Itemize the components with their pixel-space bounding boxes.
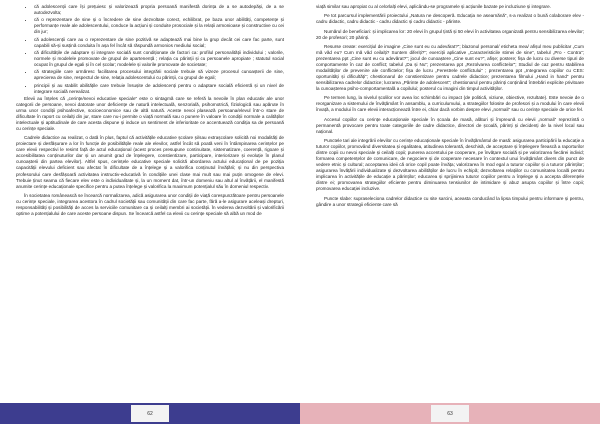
left-page-text bbox=[16, 4, 284, 220]
list-item: • că dificultățile de adaptare și integrare socială sunt condiționate de factori ca: profilul personalității individului ; valorile, normele și modelele promovate de grupul de apartenență ; relația cu părinții și cu persoanele apropiate ; statutul social ocupat în grupul de egali și în cel școlar; modelele și valorile promovate de societate; bbox=[34, 50, 284, 68]
paragraph: viață similar sau apropiat cu al celorlalți elevi, aplicându-se programele și acțiunile bazate pe incluziune și integrare. bbox=[316, 4, 551, 9]
right-page bbox=[300, 0, 600, 424]
paragraph: În societatea românească se încearcă normalizarea, adică asigurarea unor condiții de viață corespunzătoare pentru persoanele cu cerințe speciale, integrarea acestora în cadrul societății sau comunității din care fac parte, fără a-le asigurare aceleași drepturi, responsabilități și posibilități de acces la serviciile comunitare ca și ceilalți membri ai societății. În vederea dezvoltării și valorificării optime a potențialului de care aceste persoane dispun. Se încearcă astfel ca elevii cu cerințe speciale să albă un mod de bbox=[16, 192, 284, 216]
paragraph: Pe termen lung, la nivelul școlilor vor avea loc schimbări cu impact (de politică, viziune, obiective, rezultate). Este nevoie de o reorganizare a sistemului de învățământ în ansamblu, a curriculumului, a strategiilor folosite de profesori și a modului în care elevii învață, a modului în care elevii interacționează între ei, chiar dacă vorbim despre elevi „normali” sau cu cerințe speciale de orice fel. bbox=[316, 95, 584, 113]
list-item: • că strategiile care urmăresc facilitarea procesului integrării sociale trebuie să vizeze procesul cunoașterii de sine, aprecierea de sine, respectul de sine, relația adolescentului cu părinții, cu grupul de egali; bbox=[34, 69, 284, 81]
list-item: • principii și au stabilit abilitățile care trebuie însușite de adolescenți pentru o adaptare socială eficientă și un nivel de integrare socială nerealizat. bbox=[34, 83, 284, 95]
paragraph: Puncte slabe: supraseleciona cadrelor didactice cu site sarcini, aceasta conducând la lipsa timpului pentru informare și pentru, gândire a unor strategii eficiente care să bbox=[316, 195, 584, 207]
paragraph: Resurse create: exercițiul de imagine „Cine sunt eu cu adevărat?”; blazonul personal/ eticheta mea/ afișul meu publicitar „Cum mă văd eu? Cum mă văd ceilalți? Suntem diferiți?”; exerciții aplicative „Caracteristicile stimei de sine”, tabelul „Pro - Contra”; prezentarea ppt „Cine sunt eu cu adevărat?”; jocul de cunoaștere „Cine sunt eu?”, afișe; postere; fișa de lucru cu diverse tipuri de comportamente în caz de conflict; tabelul „Da și Nu”; prezentarea ppt „Rezolvarea conflictelor”; Studiul de caz pentru stabilirea modalităților de prevenire ale conflictelor; fișa de lucru „Ferestrele conflictului” ; prezentarea ppt „Integrarea copiilor cu CES: oportunități și dificultăți”; chestionarul de constientizare pentru cadrele didactice; prezentarea filmului „Hand in hand” pentru sensibilizarea cadrelor didactice; lucrarea „Părinte de adolescent”; chestionarul pentru părinți conținând întrebări explicite privitoare la cunoașterea psiho-comportamentală a copilului; posterul cu imagini din timpul activităților. bbox=[316, 43, 584, 92]
right-page-text bbox=[316, 4, 584, 211]
paragraph: Pe tot parcursul implementării proiectului „Natura ne descoperă. Educația ne asearnănă”, s-a realizat o bună colaborare elev - cadru didactic, cadru didactic - cadru didactic și cadru didactic - părinte. bbox=[316, 13, 584, 25]
page-number: 63 bbox=[431, 405, 469, 422]
paragraph: Numărul de beneficiari: și implicarea lor: 20 elevi în grupul țintă și 50 elevi în activitatea organizată pentru sensibilizarea elevilor; 20 de profesori; 20 părinți. bbox=[316, 28, 584, 40]
paragraph: Punctele tari ale integrării elevilor cu cerințe educaționale speciale în învățământul de masă: asigurarea participării la educație a tuturor copiilor, promovând diversitatea și egalitatea, atitudinea tolerantă, deschisă, de acceptare și înțelegere firească a raporturilor dintre copii cu nevoi speciale și ceilalți copii; punerea accentului pe cooperare, pe învățare socială și pe valorizarea fiecărei individ; formarea competențelor de comunicare, de negociere și de cooperare necesare în contextul unui învățământ divers din punct de vedere etnic și cultural; acceptarea ideii că orice copil poate învăța; valorizarea în mod egal a tuturor copiilor și a tuturor părinților; asigurarea învățării individualizate și dezvoltarea abilităților de lucru în echipă; dezvoltarea relațiilor cu comunitatea locală pentru implicarea în activitățile de educație a părinților; educarea și sprijinirea tuturor copiilor pentru a înțelege și a accepta diferențele dintre ei; promovarea strategiilor eficiente pentru diminuarea tensiunilor de intimidare și abuz asupra copiilor și între copii; promovarea educației incluzive. bbox=[316, 138, 584, 192]
page-number: 62 bbox=[131, 405, 169, 422]
list-item: • că adolescenții care au o reprezentare de sine pozitivă se adaptează mai bine la grup decât cei care fac parte, sunt capabili să-și susțină conduita în așa fel încât să răspundă armonios mediului social; bbox=[34, 37, 284, 49]
paragraph: Cadrele didactice au realizat, o dată în plus, faptul că activitățile educative școlare și/sau extrașcolare solicită noi modalități de proiectare și desfășurare a lor în funcție de posibilitățile reale ale elevilor, astfel încât să poată veni în întâmpinarea cerințelor pe care elevii respectivi le resimt față de actul educațional (acest proces presupune continuitate, sistematizare, coerență, rigoare și accesibilitatea conținuturilor dar și un anumit grad de înțelegere, constientizare, participare, interiorizare și evoluție în planul cunoașterii din partea elevilor). Altfel spus, cerințele educative speciale solicită abordarea actului educațional de pe poziția capacității elevului deficient sau afectat în dificultate de a înțelege și a valorifica conținutul învățării; și nu din perspectiva profesorului care desfășoară activitatea instructiv-educativă în condițiile unei clase mai mult sau mai puțin omogene de elevi. Trebuie ținut seama că fiecare elev este o individualitate și, la un moment dat, într-un domeniu sau altul al învățării, el manifestă anumite cerințe educaționale specifice pentru a putea înțelege și valorifica la maximum potențialul său în domeniul respectiv. bbox=[16, 135, 284, 189]
paragraph: Accesul copiilor cu cerințe educaționale speciale în școala de masă, alături și împreună cu elevii „normali” reprezintă o permanentă provocare pentru toate categoriile de cadre didactice, directori de școală, părinți și decidenți de la nivel local sau național. bbox=[316, 116, 584, 134]
findings-list bbox=[16, 4, 284, 95]
list-item: • că o reprezentare de sine și o încredere de sine dezvoltate corect, echilibrat, pe baza unor abilități, competențe și performanțe reale ale adolescentului, conduce la acțiuni și conduite prosociale și la relații armonioase și constructive cu cei din jur; bbox=[34, 17, 284, 35]
list-item: • că adolescenții care își prețuiesc și valorizează propria persoană manifestă dorința de a se autodepăși, de a se autodezvolta; bbox=[34, 4, 284, 16]
paragraph: Elevii au înțeles că „cerințe/nevoi educative speciale” este o sintagmă care se referă la nevoile în plan educativ ale unor categorii de persoane, nevoi datorate unor deficiențe de natură intelectuală, senzorială, psihomotrică, fiziologică sau apărute în urma unor condiții psihoafective, socioeconomice sau de altă natură. Aceste nevoi plasează persoana/elevul într-o stare de dificultate în raport cu ceilalți din jur, stare care nu-i permite o viață normală sau o punere în valoare în condiții normale a calităților intelectuale și aptitudinale de care acesta dispune și induce un sentiment de inferioritate ce accentuează condiția sa de persoană cu cerințe speciale. bbox=[16, 95, 284, 132]
